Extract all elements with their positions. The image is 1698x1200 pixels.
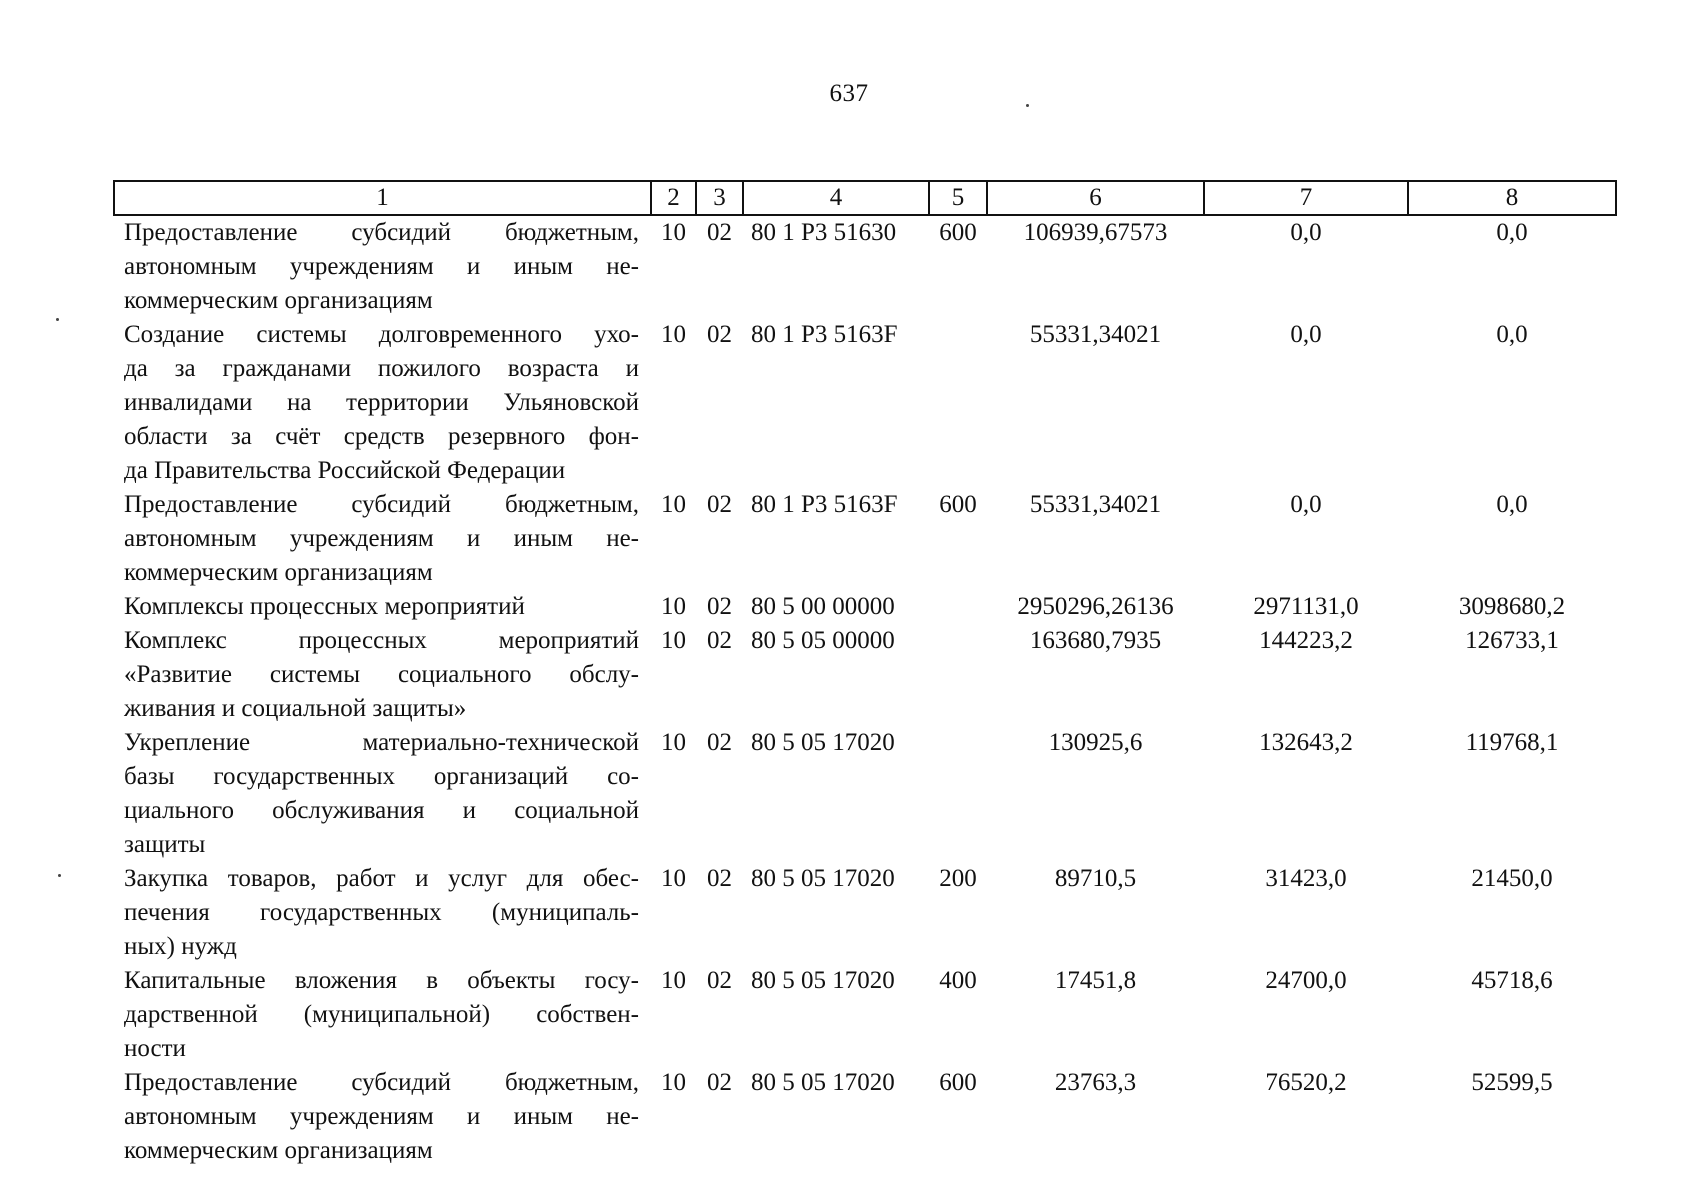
table-body (114, 215, 1616, 1168)
amount-year2-cell: 132643,2 (1259, 729, 1353, 756)
item-name-cell (114, 590, 651, 624)
table-row (114, 215, 1616, 318)
column-header: 2 (651, 181, 696, 215)
item-name-line: области за счёт средств резервного фон- (124, 423, 639, 450)
column-header: 1 (114, 181, 651, 215)
section-code-cell: 10 (661, 593, 686, 620)
target-article-cell: 80 1 Р3 5163F (751, 321, 898, 348)
item-name-line: автономным учреждениям и иным не- (124, 1103, 639, 1130)
item-name-cell (114, 215, 651, 318)
column-header: 4 (743, 181, 929, 215)
amount-year3-cell: 45718,6 (1471, 967, 1553, 994)
subsection-code-cell: 02 (707, 321, 732, 348)
item-name-line: ных) нужд (124, 933, 237, 960)
amount-year3-cell: 0,0 (1496, 219, 1528, 246)
scan-dot (1026, 104, 1029, 107)
item-name-line: защиты (124, 831, 206, 858)
item-name-line: автономным учреждениям и иным не- (124, 525, 639, 552)
expense-type-cell (929, 318, 987, 488)
column-header: 6 (987, 181, 1204, 215)
table-row (114, 624, 1616, 726)
item-name-line: коммерческим организациям (124, 559, 433, 586)
item-name-cell (114, 488, 651, 590)
amount-year2-cell: 76520,2 (1265, 1069, 1347, 1096)
subsection-code-cell: 02 (707, 627, 732, 654)
amount-year3-cell: 3098680,2 (1458, 593, 1566, 620)
expense-type-cell: 200 (939, 865, 977, 892)
expense-type-cell: 400 (939, 967, 977, 994)
item-name-line: Укрепление материально-технической (124, 729, 639, 756)
expense-type-cell: 600 (939, 491, 977, 518)
item-name-cell (114, 318, 651, 488)
section-code-cell: 10 (661, 491, 686, 518)
amount-year2-cell: 144223,2 (1259, 627, 1353, 654)
amount-year1-cell: 2950296,26136 (1017, 593, 1174, 620)
amount-year1-cell: 89710,5 (1054, 865, 1137, 892)
target-article-cell: 80 5 00 00000 (751, 593, 895, 620)
item-name-line: живания и социальной защиты» (124, 695, 467, 722)
item-name-line: Предоставление субсидий бюджетным, (124, 491, 639, 518)
amount-year3-cell: 0,0 (1496, 321, 1528, 348)
column-header: 5 (929, 181, 987, 215)
item-name-line: Предоставление субсидий бюджетным, (124, 1069, 639, 1096)
item-name-cell (114, 964, 651, 1066)
scan-dot (58, 874, 61, 877)
amount-year3-cell: 126733,1 (1465, 627, 1559, 654)
section-code-cell: 10 (661, 729, 686, 756)
item-name-line: Капитальные вложения в объекты госу- (124, 967, 639, 994)
item-name-line: ности (124, 1035, 186, 1062)
item-name-line: автономным учреждениям и иным не- (124, 253, 639, 280)
item-name-cell (114, 862, 651, 964)
subsection-code-cell: 02 (707, 593, 732, 620)
table-row (114, 964, 1616, 1066)
item-name-cell (114, 726, 651, 862)
page-number: 637 (829, 80, 869, 107)
expense-type-cell: 600 (939, 219, 977, 246)
item-name-cell (114, 624, 651, 726)
scan-dot (56, 318, 59, 321)
target-article-cell: 80 1 Р3 51630 (751, 219, 897, 246)
item-name-line: печения государственных (муниципаль- (124, 899, 639, 926)
item-name-line: Комплексы процессных мероприятий (124, 593, 525, 620)
amount-year1-cell: 130925,6 (1048, 729, 1143, 756)
table-row (114, 488, 1616, 590)
amount-year2-cell: 31423,0 (1265, 865, 1347, 892)
subsection-code-cell: 02 (707, 219, 732, 246)
amount-year1-cell: 106939,67573 (1023, 219, 1168, 246)
column-header: 7 (1204, 181, 1408, 215)
expense-type-cell (929, 624, 987, 726)
item-name-line: Создание системы долговременного ухо- (124, 321, 639, 348)
amount-year3-cell: 119768,1 (1465, 729, 1559, 756)
expense-type-cell: 600 (939, 1069, 977, 1096)
amount-year1-cell: 55331,34021 (1029, 321, 1162, 348)
item-name-line: коммерческим организациям (124, 1137, 433, 1164)
item-name-line: Комплекс процессных мероприятий (124, 627, 639, 654)
amount-year3-cell: 52599,5 (1471, 1069, 1553, 1096)
table-row (114, 862, 1616, 964)
table-row (114, 590, 1616, 624)
expense-type-cell (929, 726, 987, 862)
subsection-code-cell: 02 (707, 491, 732, 518)
section-code-cell: 10 (661, 865, 686, 892)
section-code-cell: 10 (661, 321, 686, 348)
column-header: 3 (696, 181, 743, 215)
section-code-cell: 10 (661, 967, 686, 994)
item-name-line: «Развитие системы социального обслу- (124, 661, 639, 688)
header-row (114, 181, 1616, 215)
amount-year2-cell: 0,0 (1290, 219, 1322, 246)
item-name-line: коммерческим организациям (124, 287, 433, 314)
amount-year1-cell: 23763,3 (1054, 1069, 1137, 1096)
table-row (114, 318, 1616, 488)
item-name-line: Закупка товаров, работ и услуг для обес- (124, 865, 639, 892)
section-code-cell: 10 (661, 627, 686, 654)
table-row (114, 726, 1616, 862)
item-name-line: инвалидами на территории Ульяновской (124, 389, 639, 416)
target-article-cell: 80 5 05 17020 (751, 729, 895, 756)
subsection-code-cell: 02 (707, 865, 732, 892)
subsection-code-cell: 02 (707, 729, 732, 756)
section-code-cell: 10 (661, 219, 686, 246)
target-article-cell: 80 5 05 17020 (751, 865, 895, 892)
amount-year2-cell: 2971131,0 (1253, 593, 1359, 620)
table-header (114, 181, 1616, 215)
amount-year1-cell: 55331,34021 (1029, 491, 1162, 518)
amount-year1-cell: 163680,7935 (1029, 627, 1162, 654)
amount-year3-cell: 0,0 (1496, 491, 1528, 518)
item-name-line: дарственной (муниципальной) собствен- (124, 1001, 639, 1028)
amount-year2-cell: 0,0 (1290, 321, 1322, 348)
amount-year3-cell: 21450,0 (1471, 865, 1553, 892)
budget-table (113, 180, 1617, 1168)
item-name-cell (114, 1066, 651, 1168)
target-article-cell: 80 1 Р3 5163F (751, 491, 898, 518)
subsection-code-cell: 02 (707, 1069, 732, 1096)
table-row (114, 1066, 1616, 1168)
item-name-line: Предоставление субсидий бюджетным, (124, 219, 639, 246)
target-article-cell: 80 5 05 17020 (751, 1069, 895, 1096)
amount-year2-cell: 0,0 (1290, 491, 1322, 518)
subsection-code-cell: 02 (707, 967, 732, 994)
amount-year1-cell: 17451,8 (1054, 967, 1137, 994)
item-name-line: циального обслуживания и социальной (124, 797, 639, 824)
target-article-cell: 80 5 05 00000 (751, 627, 895, 654)
item-name-line: да за гражданами пожилого возраста и (124, 355, 639, 382)
expense-type-cell (929, 590, 987, 624)
column-header: 8 (1408, 181, 1616, 215)
item-name-line: базы государственных организаций со- (124, 763, 639, 790)
target-article-cell: 80 5 05 17020 (751, 967, 895, 994)
section-code-cell: 10 (661, 1069, 686, 1096)
item-name-line: да Правительства Российской Федерации (124, 457, 566, 484)
amount-year2-cell: 24700,0 (1265, 967, 1347, 994)
